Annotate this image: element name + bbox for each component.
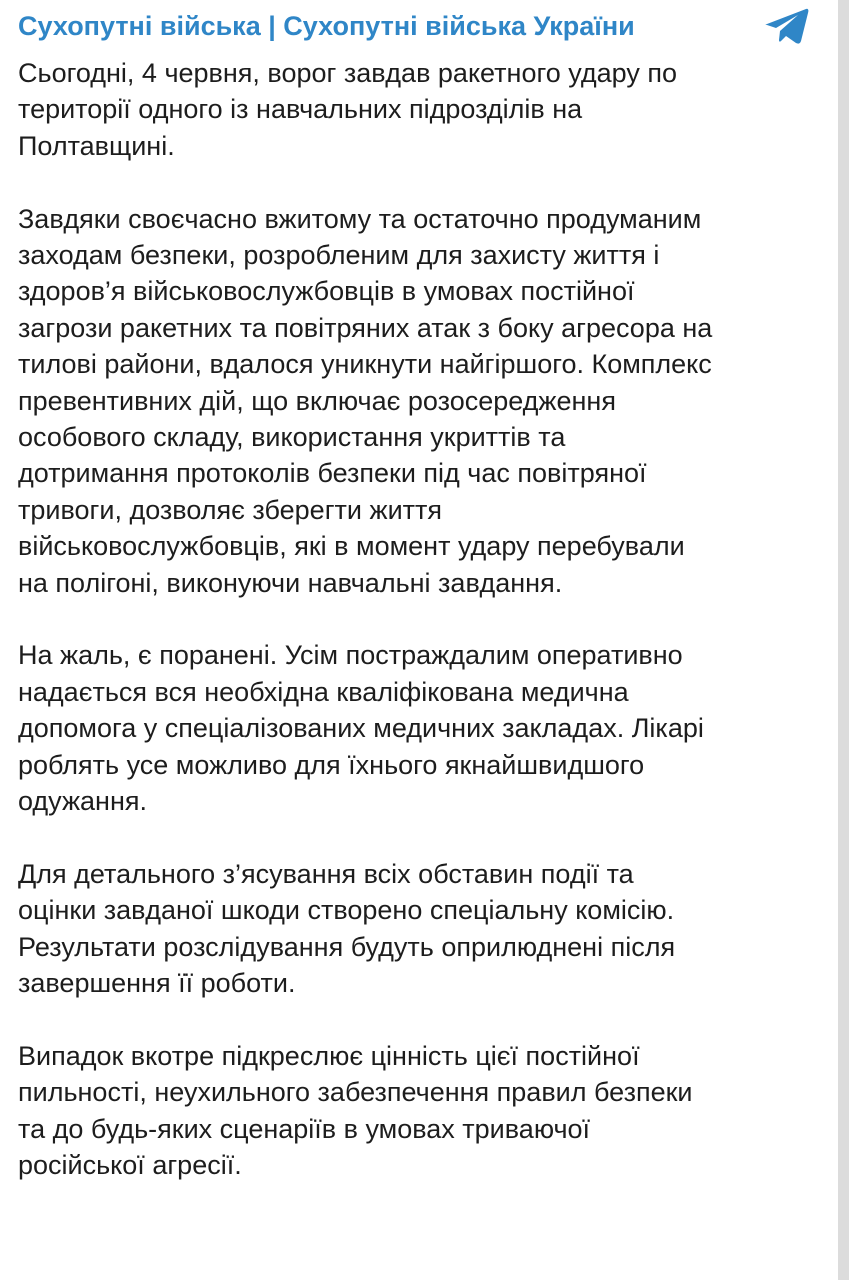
post-paragraph: Для детального з’ясування всіх обставин події та оцінки завданої шкоди створено спеціальну комісію. Результати розслідування будуть оприлюднені після завершення її роботи. — [18, 858, 676, 999]
post-paragraph: Завдяки своєчасно вжитому та остаточно продуманим заходам безпеки, розробленим для захисту життя і здоров’я військовослужбовців в умовах постійної загрози ракетних та повітряних атак з боку агресора на тилові райони, вдалося уникнути найгіршого. Комплекс превентивних дій, що включає розосередження особового складу, використання укриттів та дотримання протоколів безпеки під час повітряної тривоги, дозволяє зберегти життя військовослужбовців, які в момент удару перебували на полігоні, виконуючи навчальні завдання. — [18, 203, 713, 598]
post-paragraph: Випадок вкотре підкреслює цінність цієї постійної пильності, неухильного забезпечення правил безпеки та до будь-яких сценаріїв в умовах триваючої російської агресії. — [18, 1040, 693, 1181]
post-paragraph: На жаль, є поранені. Усім постраждалим оперативно надається вся необхідна кваліфікована медична допомога у спеціалізованих медичних закладах. Лікарі роблять усе можливо для їхнього якнайшвидшого одужання. — [18, 640, 704, 817]
post-body — [18, 55, 830, 1220]
telegram-icon[interactable] — [764, 6, 810, 46]
page-margin — [838, 0, 849, 1280]
channel-title[interactable]: Сухопутні війська | Сухопутні війська України — [18, 11, 635, 41]
post-paragraph: Сьогодні, 4 червня, ворог завдав ракетного удару по території одного із навчальних підрозділів на Полтавщині. — [18, 58, 677, 161]
